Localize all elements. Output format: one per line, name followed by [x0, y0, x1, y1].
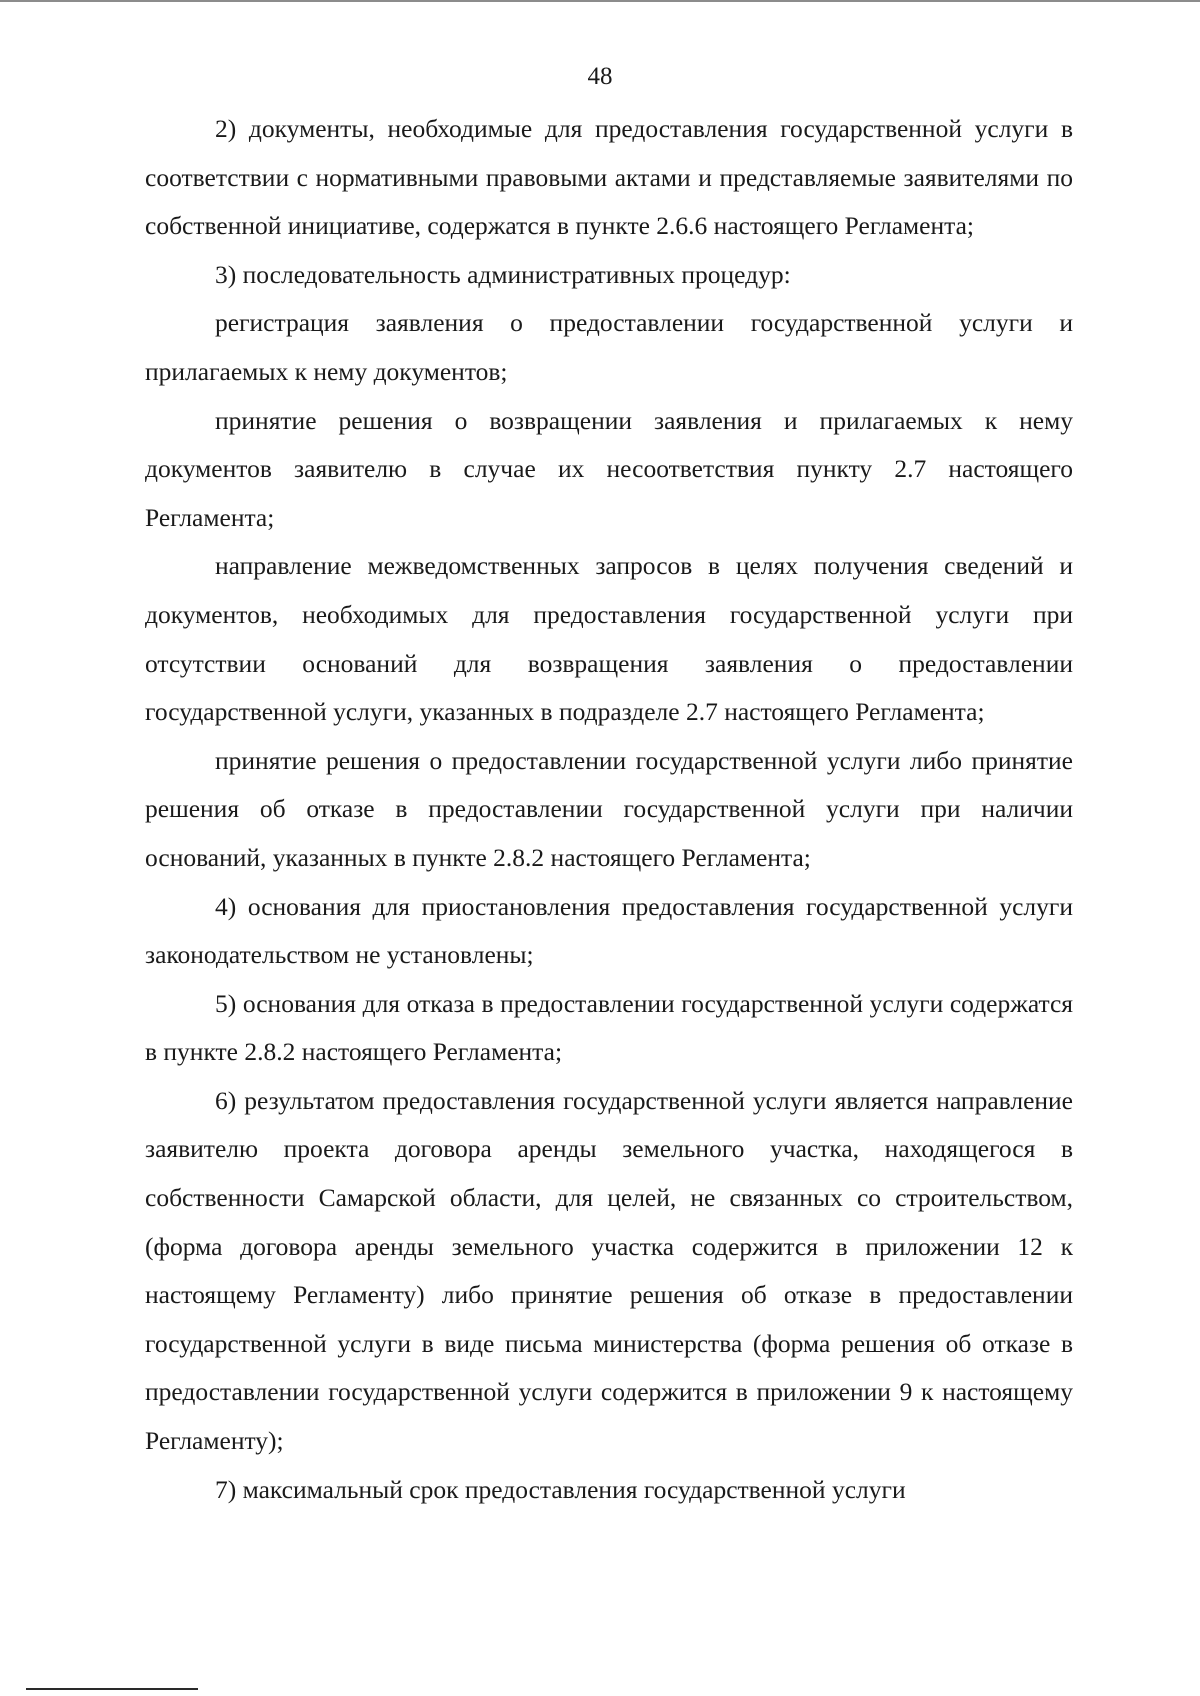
paragraph-maximum-term: 7) максимальный срок предоставления государственной услуги: [215, 1474, 906, 1504]
paragraph-service-decision: принятие решения о предоставлении государственной услуги либо принятие решения об отказе в предоставлении государственной услуги при наличии оснований, указанных в пункте 2.8.2 настоящего Регламента;: [145, 745, 1073, 872]
document-body: [145, 105, 1073, 1514]
paragraph-return-decision: принятие решения о возвращении заявления и прилагаемых к нему документов заявителю в случае их несоответствия пункту 2.7 настоящего Регламента;: [145, 405, 1073, 532]
paragraph-suspension-grounds: 4) основания для приостановления предоставления государственной услуги законодательством не установлены;: [145, 891, 1073, 970]
paragraph-documents: 2) документы, необходимые для предоставления государственной услуги в соответствии с нормативными правовыми актами и представляемые заявителями по собственной инициативе, содержатся в пункте 2.6.6 настоящего Регламента;: [145, 114, 1073, 241]
page-number: 48: [587, 63, 613, 90]
paragraph-registration: регистрация заявления о предоставлении государственной услуги и прилагаемых к нему документов;: [145, 308, 1073, 386]
paragraph-refusal-grounds: 5) основания для отказа в предоставлении государственной услуги содержатся в пункте 2.8.2 настоящего Регламента;: [145, 988, 1073, 1067]
paragraph-service-result: 6) результатом предоставления государственной услуги является направление заявителю проекта договора аренды земельного участка, находящегося в собственности Самарской области, для целей, не связанных со строительством, (форма договора аренды земельного участка содержится в приложении 12 к настоящему Регламенту) либо принятие решения об отказе в предоставлении государственной услуги в виде письма министерства (форма решения об отказе в предоставлении государственной услуги содержится в приложении 9 к настоящему Регламенту);: [145, 1085, 1073, 1456]
top-edge-line: [0, 0, 1200, 2]
paragraph-procedures-sequence: 3) последовательность административных процедур:: [215, 259, 791, 289]
paragraph-interagency-requests: направление межведомственных запросов в целях получения сведений и документов, необходимых для предоставления государственной услуги при отсутствии оснований для возвращения заявления о предоставлении государственной услуги, указанных в подразделе 2.7 настоящего Регламента;: [145, 551, 1073, 727]
footnote-separator-line: [26, 1688, 198, 1690]
